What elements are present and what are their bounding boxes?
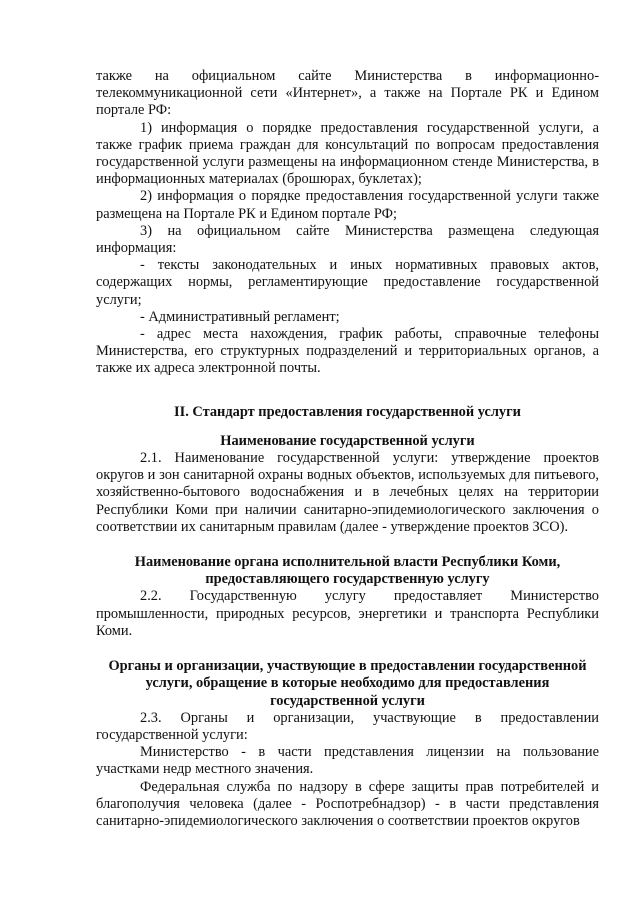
section-title: II. Стандарт предоставления государственной услуги — [174, 403, 521, 420]
paragraph-2-1: 2.1. Наименование государственной услуги: утверждение проектов округов и зон санитарной охраны водных объектов, используемых для питьевого, хозяйственно-бытового водоснабжения и в лечебных целях на территории Республики Коми при наличии санитарно-эпидемиологического заключения о соответствии их санитарным правилам (далее - утверждение проектов ЗСО). — [96, 450, 599, 535]
subsection-title-2: Наименование органа исполнительной власти Республики Коми, предоставляющего государственную услугу — [134, 554, 561, 588]
intro-paragraph: также на официальном сайте Министерства в информационно-телекоммуникационной сети «Интернет», а также на Портале РК и Едином портале РФ: — [96, 68, 599, 119]
document-page — [96, 68, 599, 830]
info-item-3: 3) на официальном сайте Министерства размещена следующая информация: — [96, 222, 599, 257]
paragraph-rospotrebnadzor-role: Федеральная служба по надзору в сфере защиты прав потребителей и благополучия человека (далее - Роспотребнадзор) - в части представления санитарно-эпидемиологического заключения о соответствии проектов округов — [96, 778, 599, 829]
info-item-1: 1) информация о порядке предоставления государственной услуги, а также график приема граждан для консультаций по вопросам предоставления государственной услуги размещены на информационном стенде Министерства, в информационных материалах (брошюрах, буклетах); — [96, 119, 599, 188]
info-item-2: 2) информация о порядке предоставления государственной услуги также размещена на Портале РК и Едином портале РФ; — [96, 188, 599, 222]
paragraph-ministry-role: Министерство - в части представления лицензии на пользование участками недр местного значения. — [96, 744, 599, 778]
website-item-3: - адрес места нахождения, график работы, справочные телефоны Министерства, его структурных подразделений и территориальных органов, а также их адреса электронной почты. — [96, 326, 599, 377]
paragraph-2-3: 2.3. Органы и организации, участвующие в предоставлении государственной услуги: — [96, 709, 599, 743]
subsection-title-3: Органы и организации, участвующие в предоставлении государственной услуги, обращение в которые необходимо для предоставления государственной услуги — [108, 658, 587, 709]
website-item-1: - тексты законодательных и иных нормативных правовых актов, содержащих нормы, регламентирующие предоставление государственной услуги; — [96, 257, 599, 308]
subsection-title-1: Наименование государственной услуги — [220, 432, 475, 449]
paragraph-2-2: 2.2. Государственную услугу предоставляет Министерство промышленности, природных ресурсов, энергетики и транспорта Республики Коми. — [96, 588, 599, 639]
website-item-2: - Административный регламент; — [140, 308, 340, 325]
